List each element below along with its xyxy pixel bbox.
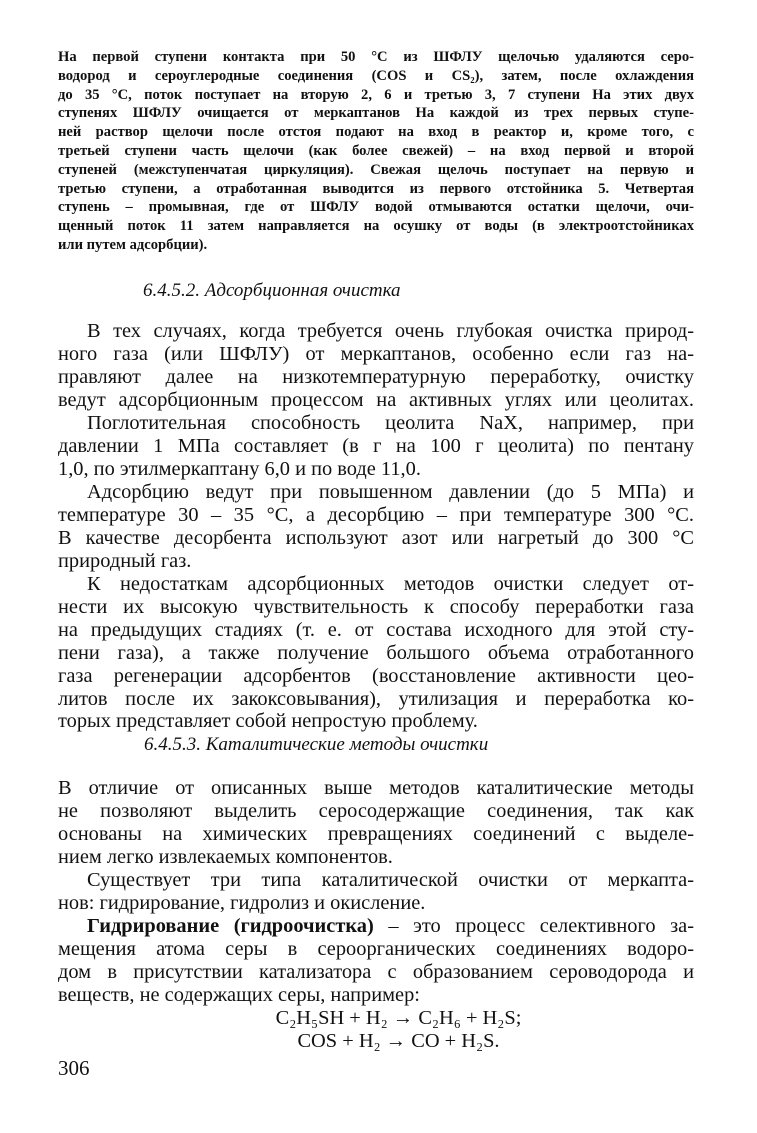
text-line: дом в присутствии катализатора с образованием сероводорода и — [58, 960, 694, 983]
text-line: ступень – промывная, где от ШФЛУ водой отмываются остатки щелочи, очи- — [58, 199, 694, 216]
text-line: третью ступени, а отработанная выводится из первого отстойника 5. Четвертая — [58, 180, 694, 197]
paragraph — [58, 320, 694, 412]
text-line: до 35 °С, поток поступает на вторую 2, 6 и третью 3, 7 ступени На этих двух — [58, 86, 694, 103]
paragraph — [58, 412, 694, 481]
paragraph — [58, 777, 694, 869]
term-hydrogenation: Гидрирование (гидроочистка) — [87, 915, 374, 937]
text-line: температуре 30 – 35 °С, а десорбцию – при температуре 300 °С. — [58, 503, 694, 526]
text-line: водород и сероуглеродные соединения (COS и CS₂), затем, после охлаждения — [58, 67, 694, 84]
text-line: природный газ. — [58, 549, 192, 572]
text-line: давлении 1 МПа составляет (в г на 100 г цеолита) по пентану — [58, 434, 694, 457]
text-line: ступеней (межступенчатая циркуляция). Свежая щелочь поступает на первую и — [58, 161, 694, 178]
text-line: В отличие от описанных выше методов каталитические методы — [58, 777, 694, 799]
text-line: В качестве десорбента используют азот или нагретый до 300 °С — [58, 526, 694, 549]
text-line: не позволяют выделить серосодержащие соединения, так как — [58, 799, 694, 822]
text-line: Поглотительная способность цеолита NaX, например, при — [87, 412, 694, 434]
text-line: Адсорбцию ведут при повышенном давлении (до 5 МПа) и — [87, 481, 694, 503]
section-heading-adsorption: 6.4.5.2. Адсорбционная очистка — [143, 280, 401, 301]
paragraph — [58, 481, 694, 573]
text-line: К недостаткам адсорбционных методов очистки следует от- — [87, 573, 694, 595]
text-line: ведут адсорбционным процессом на активных углях или цеолитах. — [58, 388, 694, 411]
intro-paragraph — [58, 48, 694, 255]
text-line: третьей ступени часть щелочи (как более свежей) – на вход первой и второй — [58, 142, 694, 159]
chemical-equation: COS + H₂ → CO + H₂S. — [297, 1030, 500, 1052]
page-number: 306 — [58, 1056, 90, 1080]
text-line: на предыдущих стадиях (т. е. от состава исходного для этой сту- — [58, 618, 694, 641]
text-line: правляют далее на низкотемпературную переработку, очистку — [58, 365, 694, 388]
text-line: ступенях ШФЛУ очищается от меркаптанов На каждой из трех первых ступе- — [58, 105, 694, 122]
text-line: основаны на химических превращениях соединений с выделе- — [58, 822, 694, 845]
text-line: или путем адсорбции). — [58, 236, 208, 253]
text-line: мещения атома серы в сероорганических соединениях водоро- — [58, 937, 694, 960]
text-line: веществ, не содержащих серы, например: — [58, 983, 420, 1006]
text-fragment: – это процесс селективного за- — [373, 915, 694, 937]
text-line: пени газа), а также получение большого объема отработанного — [58, 641, 694, 664]
text-line: литов после их закоксовывания), утилизация и переработка ко- — [58, 687, 694, 710]
chemical-equation: C₂H₅SH + H₂ → C₂H₆ + H₂S; — [275, 1007, 522, 1029]
text-line: 1,0, по этилмеркаптану 6,0 и по воде 11,0. — [58, 457, 421, 480]
text-line: ного газа (или ШФЛУ) от меркаптанов, особенно если газ на- — [58, 342, 694, 365]
text-line: газа регенерации адсорбентов (восстановление активности цео- — [58, 664, 694, 687]
paragraph — [58, 573, 694, 733]
paragraph — [58, 869, 694, 915]
text-line: На первой ступени контакта при 50 °С из ШФЛУ щелочью удаляются серо- — [58, 49, 694, 65]
text-line: Существует три типа каталитической очистки от меркапта- — [87, 869, 694, 891]
text-line: В тех случаях, когда требуется очень глубокая очистка природ- — [87, 320, 694, 342]
text-line: нием легко извлекаемых компонентов. — [58, 845, 393, 868]
text-line: торых представляет собой непростую проблему. — [58, 710, 478, 733]
section-heading-catalytic: 6.4.5.3. Каталитические методы очистки — [144, 734, 489, 755]
text-line: нести их высокую чувствительность к способу переработки газа — [58, 595, 694, 618]
text-line — [58, 915, 694, 938]
text-line: ней раствор щелочи после отстоя подают на вход в реактор и, кроме того, с — [58, 124, 694, 141]
text-line: нов: гидрирование, гидролиз и окисление. — [58, 891, 426, 914]
paragraph-hydrogenation — [58, 915, 694, 1007]
text-line: щенный поток 11 затем направляется на осушку от воды (в электроотстойниках — [58, 218, 694, 235]
